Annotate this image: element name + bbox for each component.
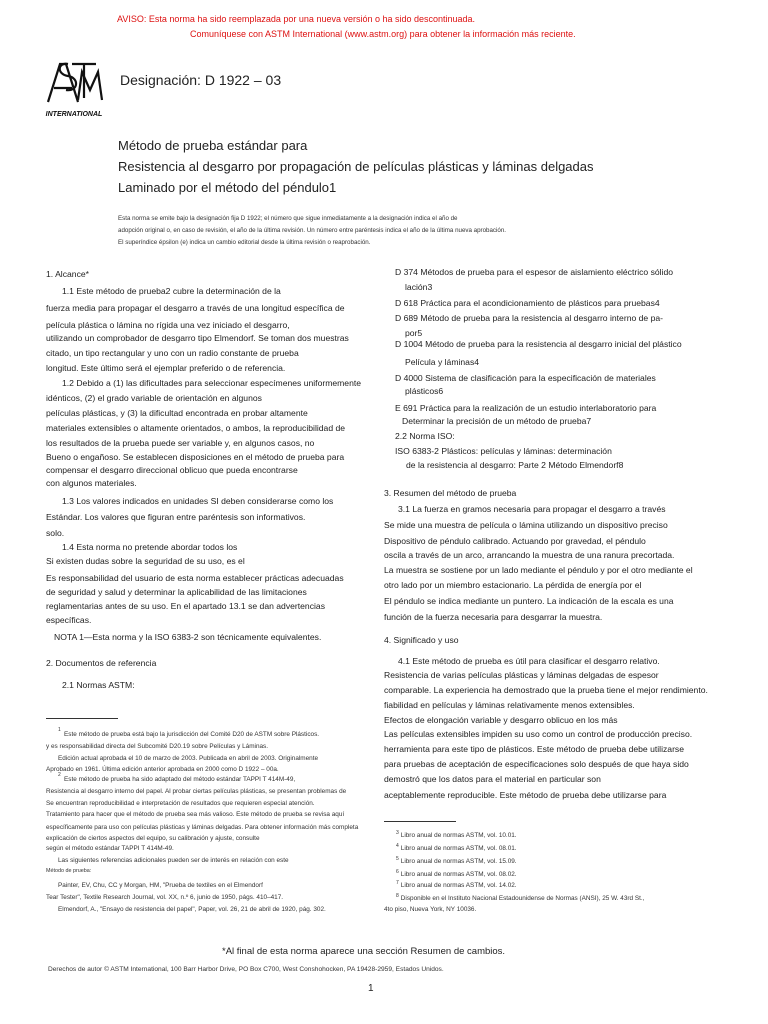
body-line: 1.1 Este método de prueba2 cubre la determinación de la xyxy=(62,286,281,296)
footnote-line xyxy=(396,856,517,865)
body-line: películas plásticas, y (3) la dificultad encontrada en probar altamente xyxy=(46,408,308,418)
reference-line: plásticos6 xyxy=(405,386,444,396)
footnote-line: Aprobado en 1961. Última edición anterior aprobada en 2000 como D 1922 – 00a. xyxy=(46,766,279,773)
summary-of-changes-note: *Al final de esta norma aparece una sección Resumen de cambios. xyxy=(222,946,506,957)
reference-line: D 4000 Sistema de clasificación para la especificación de materiales xyxy=(395,373,656,383)
body-line: 1.2 Debido a (1) las dificultades para seleccionar especímenes uniformemente xyxy=(62,378,362,388)
body-line: 3.1 La fuerza en gramos necesaria para propagar el desgarro a través xyxy=(398,504,666,514)
body-line: materiales extensibles o altamente orientados, o ambos, la reproducibilidad de xyxy=(46,423,346,433)
footnote-line: específicamente para uso con películas plásticas y láminas delgadas. Para obtener información más completa xyxy=(46,824,359,831)
body-line: La muestra se sostiene por un lado mediante el péndulo y por el otro mediante el xyxy=(384,565,693,575)
body-line: los resultados de la prueba puede ser variable y, en algunos casos, no xyxy=(46,438,315,448)
footnote-number xyxy=(58,727,63,736)
body-line: específicas. xyxy=(46,615,92,625)
withdrawn-warning-line1: AVISO: Esta norma ha sido reemplazada por una nueva versión o ha sido descontinuada. xyxy=(117,14,476,24)
footnote-sup: 7 xyxy=(396,880,399,886)
footnote-sup: 6 xyxy=(396,869,399,875)
footnote-text: Disponible en el Instituto Nacional Estadounidense de Normas (ANSI), 25 W. 43rd St., xyxy=(400,895,645,903)
reference-line: D 689 Método de prueba para la resistencia al desgarro interno de pa- xyxy=(395,313,664,323)
body-line: solo. xyxy=(46,528,65,538)
page-number: 1 xyxy=(368,983,374,994)
logo-international-text: INTERNATIONAL xyxy=(45,111,103,118)
footnote-line: Este método de prueba está bajo la jurisdicción del Comité D20 de ASTM sobre Plásticos. xyxy=(64,731,320,738)
footnote-sup: 5 xyxy=(396,856,399,862)
body-line: aceptablemente reproducible. Este método de prueba debe utilizarse para xyxy=(384,790,667,800)
note-1: NOTA 1—Esta norma y la ISO 6383-2 son técnicamente equivalentes. xyxy=(54,632,322,642)
footnote-line xyxy=(396,869,517,878)
reference-line: D 618 Práctica para el acondicionamiento de plásticos para pruebas4 xyxy=(395,298,660,308)
body-line: Efectos de elongación variable y desgarro oblicuo en los más xyxy=(384,715,618,725)
footnote-text: Libro anual de normas ASTM, vol. 15.09. xyxy=(400,858,517,866)
body-line: reglamentarias antes de su uso. En el apartado 13.1 se dan advertencias xyxy=(46,601,325,611)
issuance-line: El superíndice épsilon (e) indica un cambio editorial desde la última revisión o reaprobación. xyxy=(118,239,371,246)
footnote-divider xyxy=(384,821,456,822)
body-line: Resistencia de varias películas plásticas y láminas delgadas de espesor xyxy=(384,670,659,680)
reference-line: Determinar la precisión de un método de prueba7 xyxy=(402,416,592,426)
footnote-line: y es responsabilidad directa del Subcomité D20.19 sobre Películas y Láminas. xyxy=(46,743,269,750)
reference-line: por5 xyxy=(405,328,423,338)
body-line: Estándar. Los valores que figuran entre paréntesis son informativos. xyxy=(46,512,306,522)
body-line: El péndulo se indica mediante un puntero. La indicación de la escala es una xyxy=(384,596,674,606)
footnote-line xyxy=(396,893,644,902)
body-line: 1.3 Los valores indicados en unidades SI deben considerarse como los xyxy=(62,496,334,506)
body-line: para pruebas de aceptación de especificaciones solo después de que haya sido xyxy=(384,759,689,769)
footnote-line: Las siguientes referencias adicionales pueden ser de interés en relación con este xyxy=(58,857,289,864)
body-line: citado, un tipo rectangular y uno con un radio constante de prueba xyxy=(46,348,299,358)
body-line: Bueno o engañoso. Se establecen disposiciones en el método de prueba para xyxy=(46,452,345,462)
reference-line: ISO 6383-2 Plásticos: películas y láminas: determinación xyxy=(395,446,612,456)
footnote-line: Se encuentran reproducibilidad e interpretación de resultados que requieren especial atención. xyxy=(46,800,315,807)
footnote-sup: 1 xyxy=(58,727,61,733)
footnote-text: Libro anual de normas ASTM, vol. 14.02. xyxy=(400,882,517,890)
footnote-line: Método de prueba: xyxy=(46,868,92,874)
body-line: fiabilidad en películas y láminas relativamente menos extensibles. xyxy=(384,700,635,710)
reference-line: Película y láminas4 xyxy=(405,357,480,367)
footnote-sup: 3 xyxy=(396,830,399,836)
footnote-line: Painter, EV, Chu, CC y Morgan, HM, "Prueba de textiles en el Elmendorf xyxy=(58,882,263,889)
withdrawn-warning-line2: Comuníquese con ASTM International (www.astm.org) para obtener la información más reciente. xyxy=(190,29,576,39)
footnote-sup: 4 xyxy=(396,843,399,849)
title-line2: Resistencia al desgarro por propagación de películas plásticas y láminas delgadas xyxy=(118,159,594,174)
footnote-divider xyxy=(46,718,118,719)
body-line: 4.1 Este método de prueba es útil para clasificar el desgarro relativo. xyxy=(398,656,660,666)
body-line: de seguridad y salud y determinar la aplicabilidad de las limitaciones xyxy=(46,587,307,597)
footnote-line: Tratamiento para hacer que el método de prueba sea más valioso. Este método de prueba se revisa aquí xyxy=(46,811,345,818)
designation: Designación: D 1922 – 03 xyxy=(120,72,282,88)
footnote-line: Tear Tester", Textile Research Journal, vol. XX, n.º 6, junio de 1950, págs. 410–417. xyxy=(46,894,284,901)
footnote-text: Libro anual de normas ASTM, vol. 08.01. xyxy=(400,845,517,853)
body-line: Se mide una muestra de película o lámina utilizando un dispositivo preciso xyxy=(384,520,668,530)
body-line: función de la fuerza necesaria para desgarrar la muestra. xyxy=(384,612,603,622)
footnote-text: Libro anual de normas ASTM, vol. 08.02. xyxy=(400,871,517,879)
reference-line: 2.2 Norma ISO: xyxy=(395,431,455,441)
reference-line: de la resistencia al desgarro: Parte 2 Método Elmendorf8 xyxy=(406,460,624,470)
body-line: oscila a través de un arco, arrancando la muestra de una ranura precortada. xyxy=(384,550,675,560)
body-line: Las películas extensibles impiden su uso como un control de producción preciso. xyxy=(384,729,693,739)
reference-line: E 691 Práctica para la realización de un estudio interlaboratorio para xyxy=(395,403,657,413)
footnote-line: explicación de ciertos aspectos del equipo, su calibración y ajuste, consulte xyxy=(46,835,260,842)
issuance-line: adopción original o, en caso de revisión, el año de la última revisión. Un número entre paréntesis indica el año de la última nueva aprobación. xyxy=(118,227,506,234)
title-line3: Laminado por el método del péndulo1 xyxy=(118,180,337,195)
footnote-line: Este método de prueba ha sido adaptado del método estándar TAPPI T 414M-49, xyxy=(64,776,296,783)
issuance-line: Esta norma se emite bajo la designación fija D 1922; el número que sigue inmediatamente a la designación indica el año de xyxy=(118,215,458,222)
section-heading-significance: 4. Significado y uso xyxy=(384,635,459,645)
body-line: Es responsabilidad del usuario de esta norma establecer prácticas adecuadas xyxy=(46,573,344,583)
body-line: Si existen dudas sobre la seguridad de su uso, es el xyxy=(46,556,245,566)
footnote-number xyxy=(58,772,63,781)
body-line: con algunos materiales. xyxy=(46,478,137,488)
title-line1: Método de prueba estándar para xyxy=(118,138,308,153)
footnote-line: según el método estándar TAPPI T 414M-49. xyxy=(46,845,174,852)
body-line: idénticos, (2) el grado variable de orientación en algunos xyxy=(46,393,262,403)
body-line: 2.1 Normas ASTM: xyxy=(62,680,135,690)
footnote-line xyxy=(396,830,517,839)
footnote-line: Resistencia al desgarro interno del papel. Al probar ciertas películas plásticas, se presentan problemas de xyxy=(46,788,347,795)
body-line: longitud. Este último será el ejemplar preferido o de referencia. xyxy=(46,363,286,373)
body-line: comparable. La experiencia ha demostrado que la prueba tiene el mejor rendimiento. xyxy=(384,685,708,695)
body-line: herramienta para este tipo de plásticos. Este método de prueba debe utilizarse xyxy=(384,744,685,754)
body-line: 1.4 Esta norma no pretende abordar todos los xyxy=(62,542,238,552)
footnote-line: Elmendorf, A., "Ensayo de resistencia del papel", Paper, vol. 26, 21 de abril de 1920, pág. 302. xyxy=(58,906,326,913)
footnote-sup: 8 xyxy=(396,893,399,899)
body-line: película plástica o lámina no rígida una vez iniciado el desgarro, xyxy=(46,320,290,330)
footnote-line: 4to piso, Nueva York, NY 10036. xyxy=(384,906,477,913)
copyright-line: Derechos de autor © ASTM International, 100 Barr Harbor Drive, PO Box C700, West Conshohocken, PA 19428-2959, Estados Unidos. xyxy=(48,966,444,973)
body-line: compensar el desgarro direccional oblicuo que pueda encontrarse xyxy=(46,465,298,475)
reference-line: D 374 Métodos de prueba para el espesor de aislamiento eléctrico sólido xyxy=(395,267,674,277)
footnote-text: Libro anual de normas ASTM, vol. 10.01. xyxy=(400,832,517,840)
reference-line: D 1004 Método de prueba para la resistencia al desgarro inicial del plástico xyxy=(395,339,682,349)
footnote-sup: 2 xyxy=(58,772,61,778)
section-heading-scope: 1. Alcance* xyxy=(46,269,89,279)
reference-line: lación3 xyxy=(405,282,433,292)
astm-logo xyxy=(38,58,110,120)
body-line: fuerza media para propagar el desgarro a través de una longitud específica de xyxy=(46,303,345,313)
body-line: Dispositivo de péndulo calibrado. Actuando por gravedad, el péndulo xyxy=(384,536,646,546)
section-heading-summary: 3. Resumen del método de prueba xyxy=(384,488,517,498)
body-line: demostró que los datos para el material en particular son xyxy=(384,774,601,784)
body-line: utilizando un comprobador de desgarro tipo Elmendorf. Se toman dos muestras xyxy=(46,333,349,343)
footnote-line: Edición actual aprobada el 10 de marzo de 2003. Publicada en abril de 2003. Originalmente xyxy=(58,755,319,762)
body-line: otro lado por un miembro estacionario. La pérdida de energía por el xyxy=(384,580,642,590)
footnote-line xyxy=(396,880,517,889)
section-heading-references: 2. Documentos de referencia xyxy=(46,658,157,668)
footnote-line xyxy=(396,843,517,852)
